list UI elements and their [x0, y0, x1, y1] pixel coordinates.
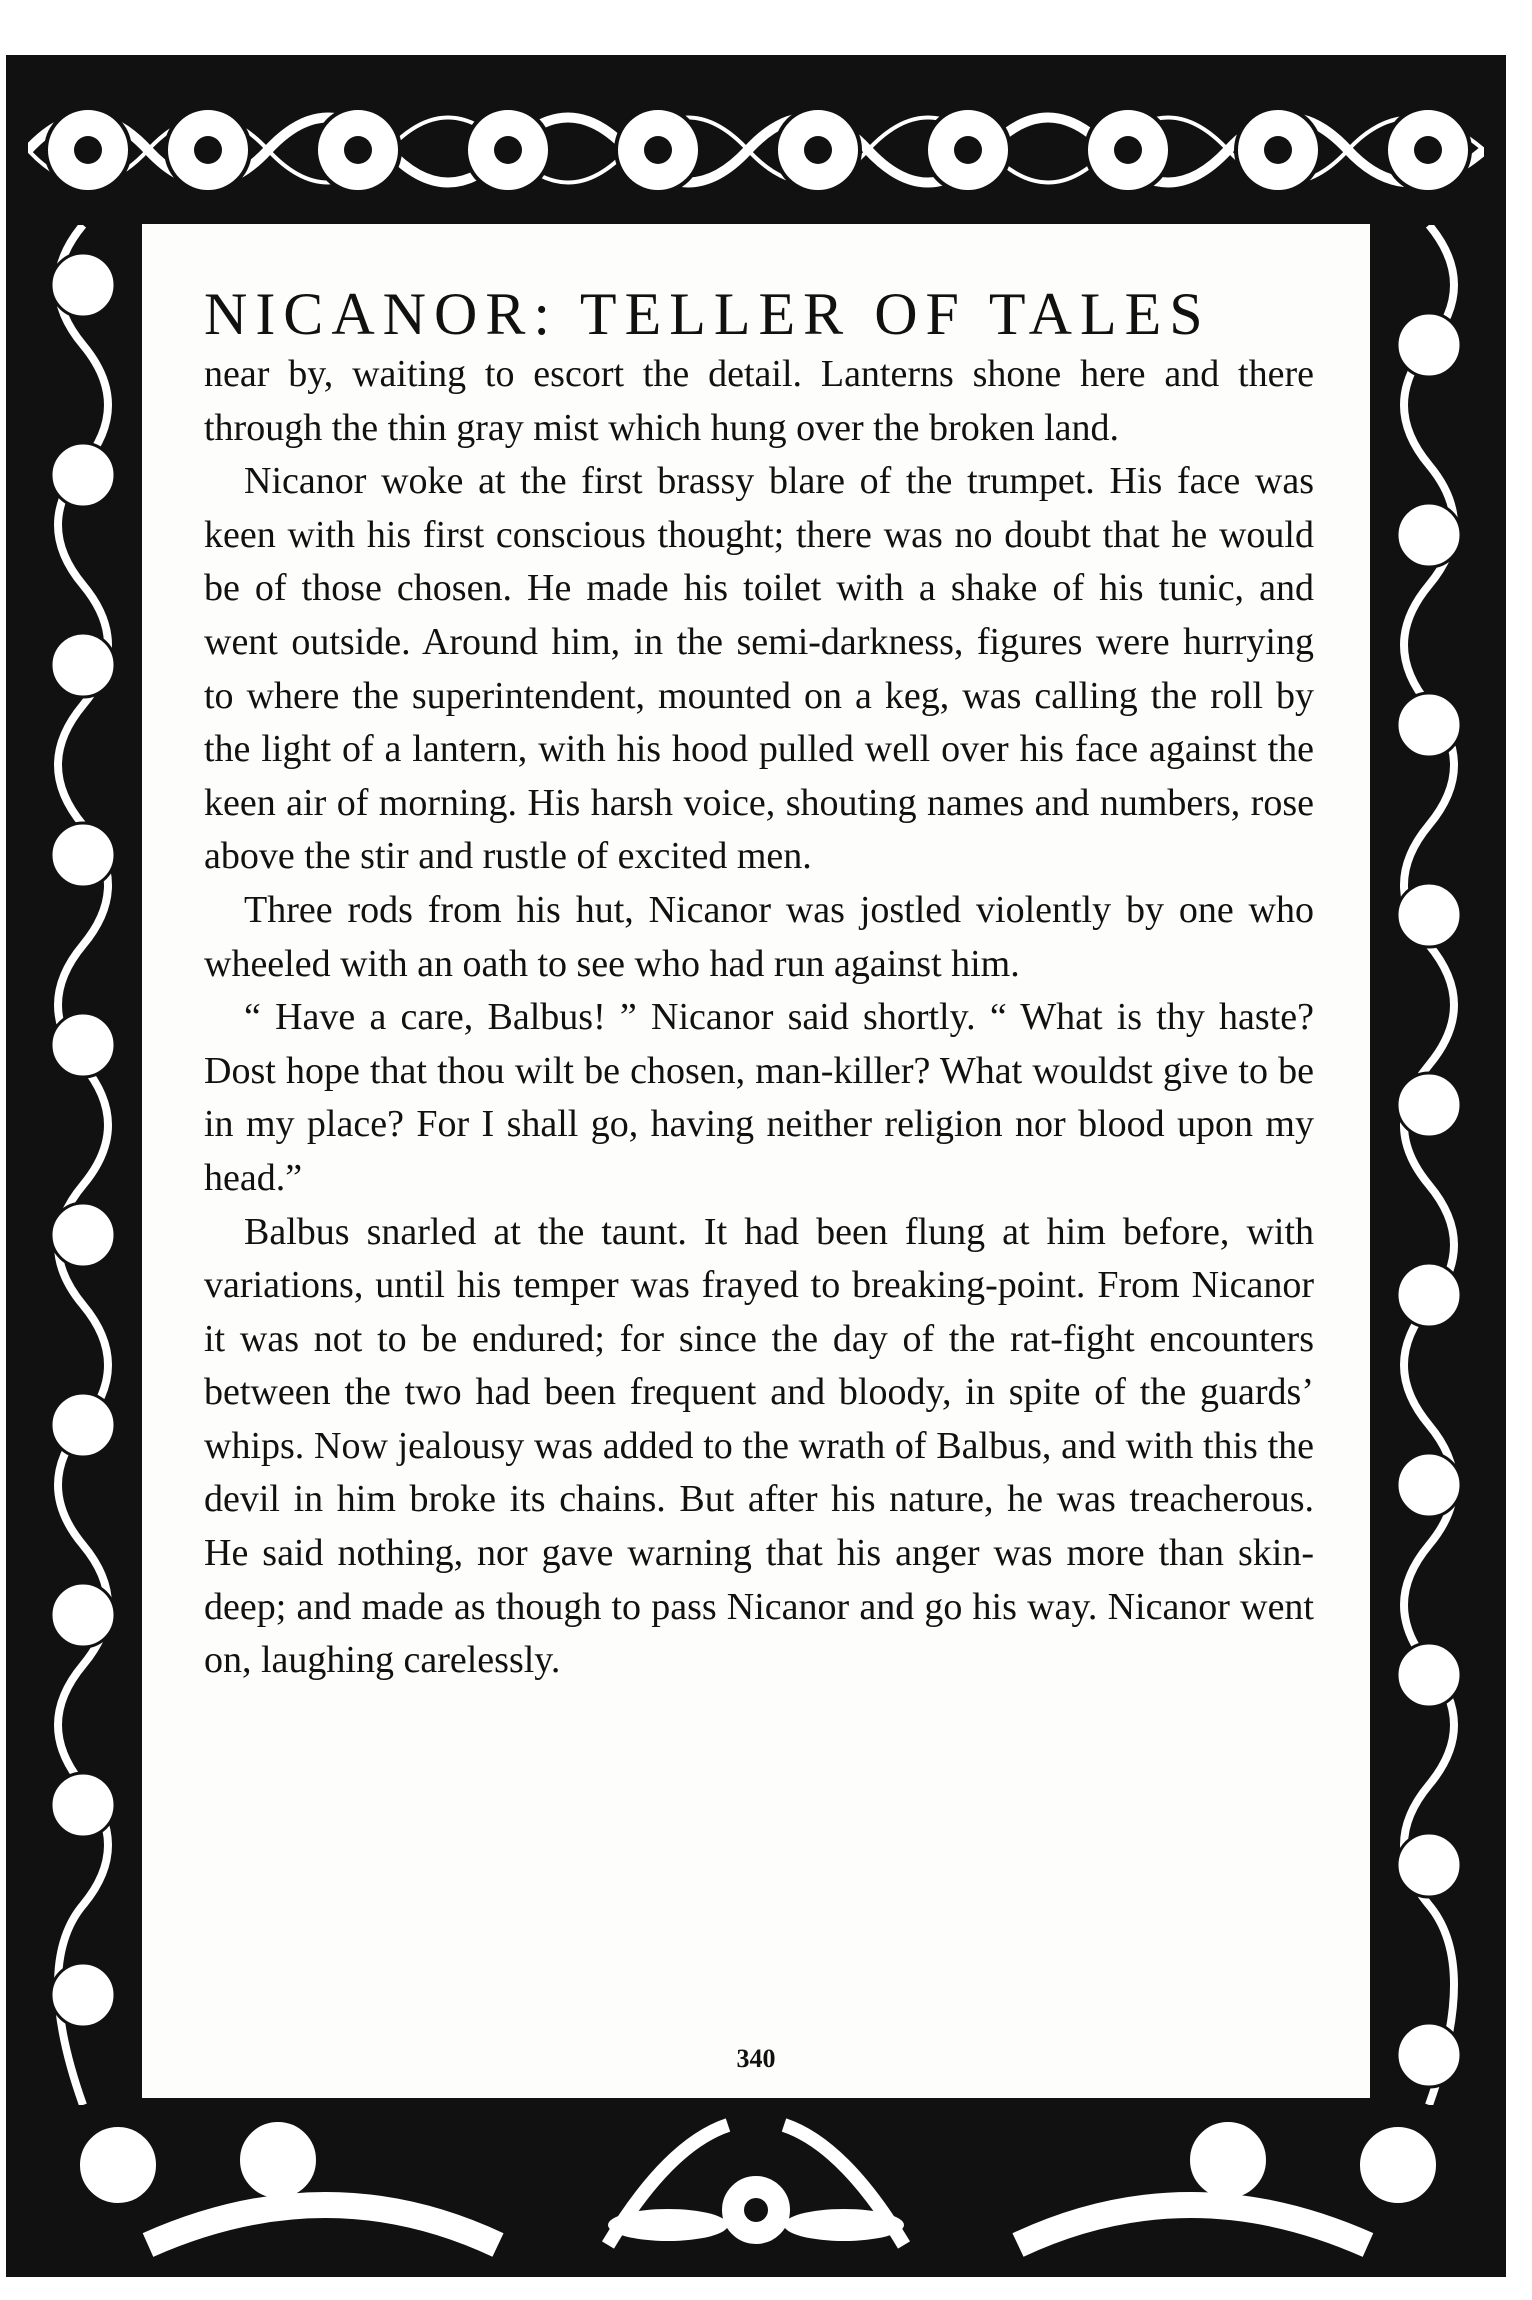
left-ornament-band	[28, 225, 138, 2105]
vine-ornament-right	[1374, 225, 1484, 2105]
paragraph: Nicanor woke at the first brassy blare of the trumpet. His face was keen with his first conscious thought; there was no doubt that he would be of those chosen. He made his toilet with a shake of his tunic, and went outside. Around him, in the semi-darkness, figures were hurrying to where the superintendent, mounted on a keg, was calling the roll by the light of a lantern, with his hood pulled well over his face against the keen air of morning. His harsh voice, shouting names and numbers, rose above the stir and rustle of excited men.	[204, 460, 1314, 878]
vine-ornament-left	[28, 225, 138, 2105]
page-number: 340	[736, 2044, 776, 2073]
text-panel	[138, 220, 1374, 2102]
peacock-ornament-bottom	[28, 2105, 1484, 2257]
ornamental-border-frame	[6, 55, 1506, 2277]
paragraph: Balbus snarled at the taunt. It had been flung at him before, with variations, until his temper was frayed to breaking-point. From Nicanor it was not to be endured; for since the day of the rat-fight encounters between the two had been frequent and bloody, in spite of the guards’ whips. Now jealousy was added to the wrath of Balbus, and with this the devil in him broke its chains. But after his nature, he was treacherous. He said nothing, nor gave warning that his anger was more than skin-deep; and made as though to pass Nicanor and go his way. Nicanor went on, laughing carelessly.	[204, 1210, 1314, 1682]
running-header: NICANOR: TELLER OF TALES	[204, 281, 1211, 347]
right-ornament-band	[1374, 225, 1484, 2105]
top-ornament-band	[28, 75, 1484, 225]
paragraph: Three rods from his hut, Nicanor was jostled violently by one who wheeled with an oath to see who had run against him.	[204, 888, 1314, 985]
paragraph: “ Have a care, Balbus! ” Nicanor said shortly. “ What is thy haste? Dost hope that thou wilt be chosen, man-killer? What wouldst give to be in my place? For I shall go, having neither religion nor blood upon my head.”	[204, 996, 1314, 1199]
rose-vine-ornament-top	[28, 75, 1484, 225]
bottom-ornament-band	[28, 2105, 1484, 2257]
paragraph: near by, waiting to escort the detail. Lanterns shone here and there through the thin gray mist which hung over the broken land.	[204, 353, 1314, 449]
body-text	[204, 348, 1314, 1688]
